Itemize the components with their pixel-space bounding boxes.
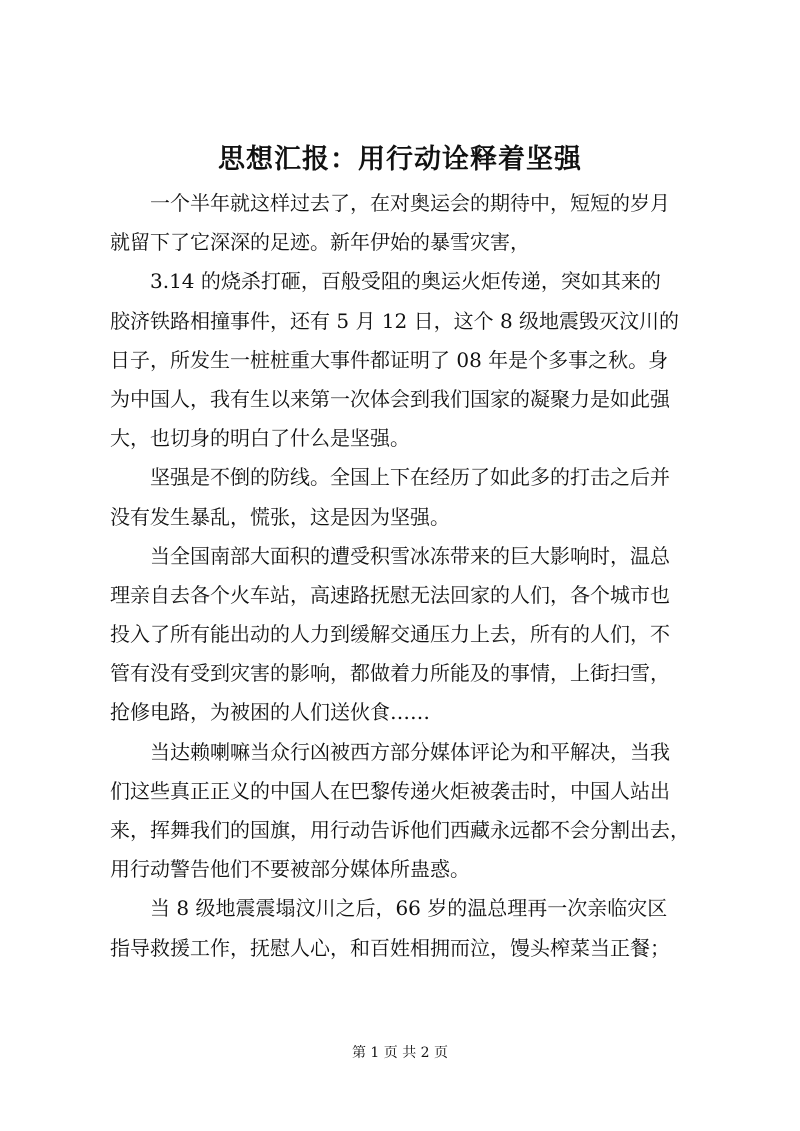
text-line: 日子，所发生一桩桩重大事件都证明了 08 年是个多事之秋。身 (110, 347, 669, 372)
text-line: 们这些真正正义的中国人在巴黎传递火炬被袭击时，中国人站出 (110, 778, 670, 803)
text-line: 胶济铁路相撞事件，还有 5 月 12 日，这个 8 级地震毁灭汶川的 (110, 308, 680, 333)
paragraph-1 (110, 184, 702, 262)
text-line: 一个半年就这样过去了，在对奥运会的期待中，短短的岁月 (150, 191, 670, 215)
text-line: 为中国人，我有生以来第一次体会到我们国家的凝聚力是如此强 (110, 386, 670, 411)
text-line: 当 8 级地震震塌汶川之后，66 岁的温总理再一次亲临灾区 (150, 896, 668, 921)
paragraph-4 (110, 537, 702, 733)
text-line: 坚强是不倒的防线。全国上下在经历了如此多的打击之后并 (150, 465, 670, 490)
text-line: 理亲自去各个火车站，高速路抚慰无法回家的人们，各个城市也 (110, 582, 670, 607)
text-line: 大，也切身的明白了什么是坚强。 (110, 426, 410, 451)
text-line: 当全国南部大面积的遭受积雪冰冻带来的巨大影响时，温总 (150, 543, 670, 568)
text-line: 指导救援工作，抚慰人心，和百姓相拥而泣，馒头榨菜当正餐； (110, 935, 670, 960)
text-line: 当达赖喇嘛当众行凶被西方部分媒体评论为和平解决，当我 (150, 739, 670, 764)
paragraph-5 (110, 733, 702, 890)
text-line: 用行动警告他们不要被部分媒体所蛊惑。 (110, 857, 470, 882)
text-line: 来，挥舞我们的国旗，用行动告诉他们西藏永远都不会分割出去， (110, 818, 690, 842)
text-line: 没有发生暴乱，慌张，这是因为坚强。 (110, 504, 450, 529)
text-line: 3.14 的烧杀打砸，百般受阻的奥运火炬传递，突如其来的 (150, 269, 661, 294)
paragraph-2 (110, 262, 702, 458)
document-title: 思想汇报：用行动诠释着坚强 (218, 144, 582, 175)
text-line: 管有没有受到灾害的影响，都做着力所能及的事情，上街扫雪， (110, 661, 670, 686)
text-line: 投入了所有能出动的人力到缓解交通压力上去，所有的人们，不 (110, 622, 670, 647)
paragraph-3 (110, 458, 702, 536)
paragraph-6 (110, 889, 702, 967)
text-line: 抢修电路，为被困的人们送伙食…… (110, 700, 430, 725)
document-body (110, 184, 702, 968)
page-footer: 第 1 页 共 2 页 (351, 1045, 449, 1061)
text-line: 就留下了它深深的足迹。新年伊始的暴雪灾害， (110, 230, 530, 255)
